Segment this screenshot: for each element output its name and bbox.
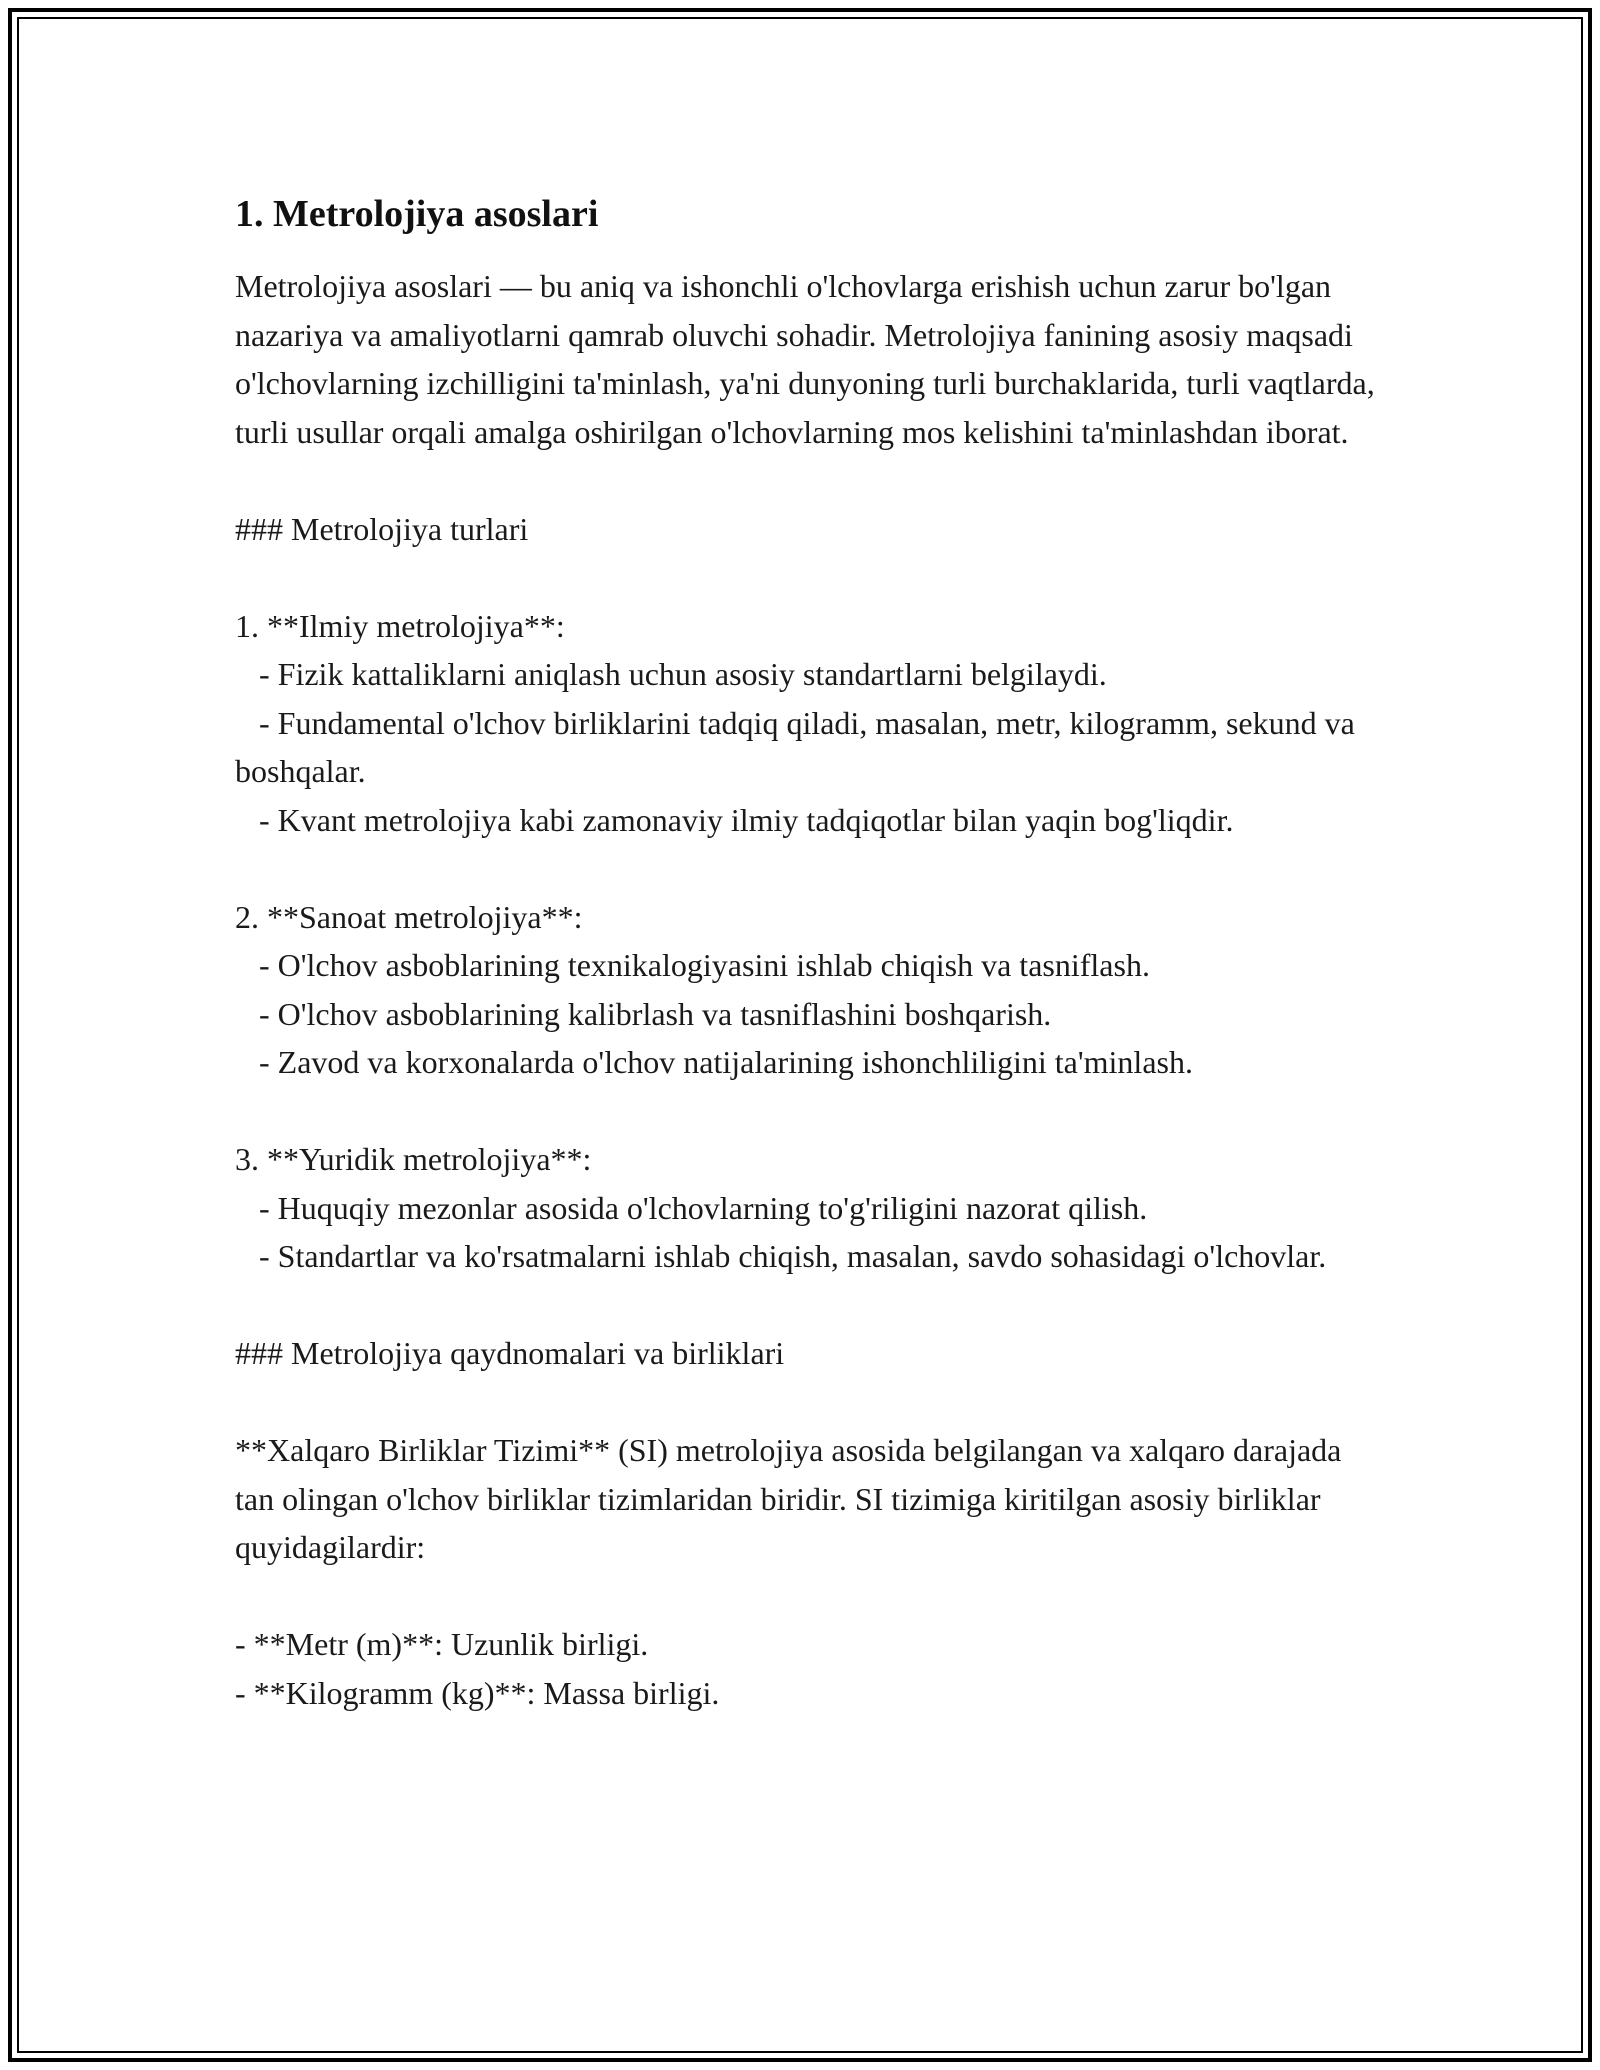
list-item: - Standartlar va ko'rsatmalarni ishlab chiqish, masalan, savdo sohasidagi o'lchovlar.	[235, 1238, 1327, 1274]
document-title: 1. Metrolojiya asoslari	[235, 193, 599, 235]
si-paragraph: **Xalqaro Birliklar Tizimi** (SI) metrolojiya asosida belgilangan va xalqaro darajada tan olingan o'lchov birliklar tizimlaridan biridir. SI tizimiga kiritilgan asosiy birliklar quyidagilardir:	[235, 1432, 1350, 1565]
unit-item-metre: - **Metr (m)**: Uzunlik birligi.	[235, 1626, 649, 1662]
list-item: - Fundamental o'lchov birliklarini tadqiq qiladi, masalan, metr, kilogramm, sekund va boshqalar.	[235, 704, 1363, 789]
list-item: - O'lchov asboblarining kalibrlash va tasniflashini boshqarish.	[235, 995, 1052, 1032]
type-heading-industrial: 2. **Sanoat metrolojiya**:	[235, 898, 583, 935]
section-heading-units: ### Metrolojiya qaydnomalari va birliklari	[235, 1335, 785, 1371]
spacer	[235, 844, 1375, 893]
list-item: - Huquqiy mezonlar asosida o'lchovlarning to'g'riligini nazorat qilish.	[235, 1189, 1148, 1226]
spacer	[235, 1087, 1375, 1136]
list-item: - Kvant metrolojiya kabi zamonaviy ilmiy tadqiqotlar bilan yaqin bog'liqdir.	[235, 801, 1234, 838]
list-item: - Zavod va korxonalarda o'lchov natijalarining ishonchliligini ta'minlash.	[235, 1044, 1193, 1080]
unit-item-kilogram: - **Kilogramm (kg)**: Massa birligi.	[235, 1674, 720, 1711]
type-heading-scientific: 1. **Ilmiy metrolojiya**:	[235, 607, 565, 644]
intro-paragraph: Metrolojiya asoslari — bu aniq va ishonchli o'lchovlarga erishish uchun zarur bo'lgan nazariya va amaliyotlarni qamrab oluvchi sohadir. Metrolojiya fanining asosiy maqsadi o'lchovlarning izchilligini ta'minlash, ya'ni dunyoning turli burchaklarida, turli vaqtlarda, turli usullar orqali amalga oshirilgan o'lchovlarning mos kelishini ta'minlashdan iborat.	[235, 268, 1383, 450]
spacer	[235, 1572, 1375, 1621]
spacer	[235, 1378, 1375, 1427]
type-heading-legal: 3. **Yuridik metrolojiya**:	[235, 1141, 592, 1177]
list-item: - O'lchov asboblarining texnikalogiyasini ishlab chiqish va tasniflash.	[235, 947, 1150, 983]
section-heading-types: ### Metrolojiya turlari	[235, 510, 529, 547]
spacer	[235, 456, 1375, 505]
list-item: - Fizik kattaliklarni aniqlash uchun asosiy standartlarni belgilaydi.	[235, 656, 1107, 692]
document-body	[235, 186, 1383, 1717]
spacer	[235, 1281, 1375, 1330]
spacer	[235, 553, 1375, 602]
